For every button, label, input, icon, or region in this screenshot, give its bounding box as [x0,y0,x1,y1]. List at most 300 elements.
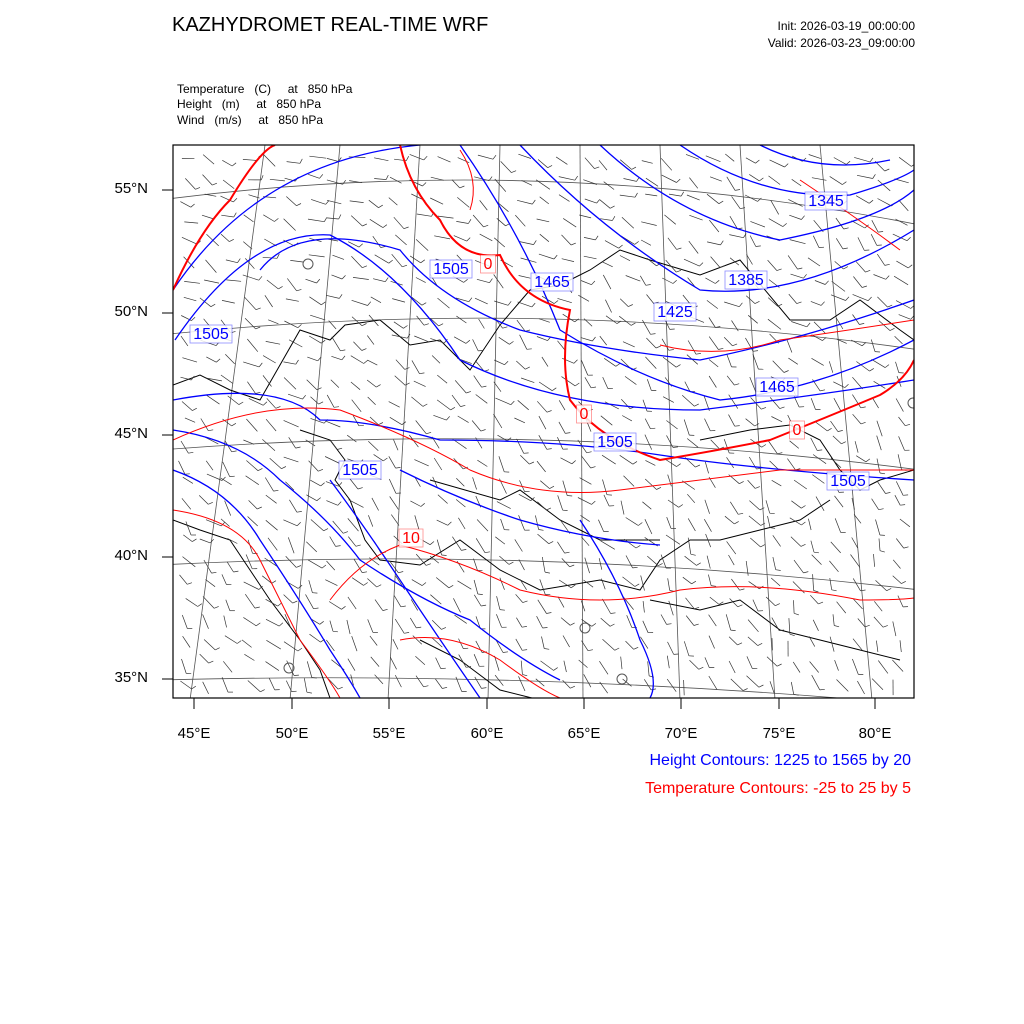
wind-barb [456,221,468,223]
wind-barb [791,322,807,327]
wind-barb [500,578,505,590]
wind-barb-flag [509,562,514,564]
wind-barb [562,358,574,363]
wind-barb-flag [238,259,241,263]
wind-barb [812,475,824,484]
wind-barb-flag [699,667,704,669]
wind-barb [349,500,364,508]
wind-barb [558,298,572,302]
wind-barb-flag [611,613,616,614]
wind-barb-flag [821,302,824,306]
wind-barb-flag [885,264,890,265]
wind-barb [517,200,532,204]
wind-barb-flag [720,266,725,268]
wind-barb [221,375,233,384]
wind-barb-flag [229,239,234,241]
wind-barb-flag [421,260,425,263]
wind-barb [857,681,864,694]
wind-barb-flag [676,365,680,368]
wind-barb-flag [297,522,301,526]
height-contour-label: 1465 [534,274,570,291]
wind-barb-flag [719,201,723,204]
wind-barb [309,461,319,471]
wind-barb-flag [861,407,866,408]
wind-barb [416,278,426,283]
wind-barb [310,315,325,320]
wind-barb-flag [696,563,700,566]
wind-barb [458,581,472,589]
wind-barb-flag [694,607,699,609]
lon-label-80: 80°E [858,725,892,742]
wind-barb [263,356,276,363]
wind-barb [831,421,838,432]
wind-barb [368,515,372,526]
wind-barb [711,440,720,449]
wind-barb [684,641,689,656]
wind-barb [347,435,356,442]
wind-barb-flag [298,648,302,651]
wind-barb [834,158,847,165]
wind-barb [561,458,572,464]
wind-barb [266,640,280,649]
wind-barb-flag [883,625,888,627]
wind-barb [182,358,197,362]
height-contour-label: 1505 [597,434,633,451]
wind-barb [899,315,911,320]
wind-barb-flag [255,607,260,608]
wind-barb-flag [801,522,805,525]
wind-barb [454,236,467,242]
wind-barb [519,276,531,279]
wind-barb-flag [870,368,874,371]
wind-barb [410,256,421,263]
wind-barb-flag [312,678,317,679]
wind-barb [749,516,761,526]
wind-barb [351,216,362,226]
wind-barb-flag [633,567,638,568]
wind-barb [750,236,756,247]
wind-barb [601,541,615,550]
wind-barb [223,462,230,477]
wind-barb [185,418,195,422]
wind-barb [771,417,782,422]
wind-barb [538,160,548,168]
wind-barb [642,320,650,334]
wind-barb [729,555,735,565]
wind-barb [472,421,481,432]
wind-barb [438,495,448,504]
wind-barb [749,581,760,588]
wind-barb-flag [416,627,421,628]
wind-barb [182,659,187,673]
wind-barb [203,682,209,694]
wind-barb [288,394,302,399]
wind-barb [539,254,554,259]
wind-barb [835,518,841,532]
wind-barb-flag [695,465,700,467]
wind-barb [872,359,886,367]
lon-label-60: 60°E [470,725,504,742]
wind-barb-flag [838,430,843,431]
wind-barb-flag [814,591,819,593]
wind-barb [769,219,783,227]
wind-barb [876,641,878,652]
wind-barb-flag [784,371,789,373]
wind-barb-flag [547,411,552,413]
wind-barb [770,397,780,408]
wind-barb [895,336,903,344]
wind-barb-flag [448,522,452,525]
wind-barb [893,621,896,636]
wind-barb-flag [272,581,276,584]
wind-barb [879,539,880,551]
wind-barb [537,337,548,341]
wind-barb [581,281,592,285]
wind-barb [731,679,743,691]
wind-barb [643,400,647,411]
wind-barb [221,234,229,242]
wind-barb-flag [801,544,806,546]
temperature-contour-label: 10 [402,530,420,547]
wind-barb [707,194,719,204]
wind-barb-flag [398,572,403,573]
wind-barb [898,596,903,607]
wind-barb-flag [694,624,699,625]
wind-barb [811,438,818,451]
wind-barb-flag [187,583,192,585]
wind-barb-flag [651,334,656,335]
wind-barb-flag [861,590,866,591]
wind-barb-flag [692,581,696,584]
wind-barb [709,337,718,350]
wind-barb-flag [628,305,633,307]
wind-barb-flag [317,498,321,501]
wind-barb [542,357,548,367]
wind-barb [207,395,220,404]
wind-barb [432,638,443,648]
wind-barb [605,241,619,249]
wind-barb [244,654,254,660]
wind-barb [434,236,450,239]
wind-barb [747,676,759,687]
wind-barb [327,218,339,219]
wind-barb-flag [237,641,241,644]
wind-barb [730,502,738,515]
wind-barb-flag [192,686,196,689]
wind-barb [727,541,736,554]
wind-barb [411,397,423,407]
wind-barb [748,480,756,488]
wind-barb [537,401,547,412]
wind-barb [690,660,699,669]
wind-barb-flag [211,304,215,307]
wind-barb [626,276,641,282]
wind-barb [578,295,589,301]
wind-barb [434,458,442,470]
wind-barb [414,460,428,466]
wind-barb-flag [681,192,684,196]
wind-barb-flag [527,349,532,350]
wind-barb [893,560,900,569]
wind-barb [390,497,399,510]
wind-barb-flag [549,541,553,543]
wind-barb [459,655,466,668]
wind-barb [685,556,697,565]
wind-barb [432,356,440,364]
wind-barb [521,661,522,675]
wind-barb-flag [261,175,263,180]
wind-barb [206,260,217,273]
wind-barb-flag [592,337,595,341]
wind-barb [286,197,296,206]
wind-barb [624,539,636,548]
wind-barb-flag [859,323,864,324]
wind-barb-flag [756,246,761,247]
wind-barb [266,341,280,344]
wind-barb-flag [364,360,368,363]
wind-barb [456,478,464,486]
wind-barb-flag [461,405,466,406]
wind-barb [855,441,858,452]
wind-barb [876,580,887,590]
wind-barb [184,297,197,301]
wind-barb [709,318,716,328]
wind-barb [876,520,880,536]
wind-barb-flag [321,483,325,486]
wind-barb [368,619,373,632]
wind-barb [669,601,674,615]
wind-barb [395,619,404,633]
wind-barb [454,337,466,344]
wind-barb [348,518,359,531]
wind-barb [835,496,844,507]
wind-barb-flag [862,343,866,346]
wind-barb [437,400,451,410]
wind-barb [857,175,873,178]
wind-barb [223,661,232,672]
wind-barb-flag [298,324,302,327]
wind-barb [414,381,426,387]
wind-barb [705,500,710,514]
wind-barb [706,156,721,162]
wind-barb-flag [534,240,537,244]
wind-barb [375,600,383,611]
wind-barb [328,679,338,690]
wind-barb [707,556,710,569]
wind-barb-flag [522,650,527,651]
wind-barb [645,194,657,196]
wind-barb [747,656,752,668]
wind-barb [223,180,234,189]
wind-barb-flag [216,359,220,362]
wind-barb-flag [735,190,740,191]
wind-barb-flag [481,605,486,606]
wind-barb [183,636,191,647]
wind-barb-flag [446,416,449,420]
wind-barb [244,215,254,222]
wind-barb [475,677,482,689]
wind-barb [480,200,488,210]
wind-barb [813,236,819,248]
wind-barb-flag [321,302,325,305]
wind-barb [707,300,718,308]
wind-barb [667,656,669,669]
wind-barb [686,154,699,159]
wind-barb [731,579,739,590]
wind-barb [600,200,610,209]
wind-barb [306,542,317,552]
wind-barb-flag [188,452,193,453]
height-contour-label: 1345 [808,193,844,210]
wind-barb-flag [403,326,407,329]
wind-barb-flag [424,324,429,326]
wind-barb [858,237,864,250]
wind-barb [225,354,234,364]
country-borders [173,250,914,700]
wind-barb [580,478,592,485]
wind-barb [392,254,403,267]
wind-barb-flag [296,566,301,568]
wind-barb [182,237,197,244]
wind-barb [893,576,902,584]
wind-barb [430,198,443,204]
wind-barb-flag [632,167,636,169]
wind-barb-flag [761,407,766,409]
wind-barb-flag [595,236,598,240]
wind-barb-flag [777,453,782,454]
wind-barb [732,321,739,332]
wind-barb [900,640,901,652]
wind-barb-flag [677,464,681,467]
wind-barb [284,457,299,462]
temperature-contour-label: 0 [792,422,802,439]
wind-barb [372,498,379,511]
wind-barb-flag [234,571,239,572]
wind-barb [311,418,325,423]
wind-barb [395,376,406,385]
wind-barb [476,538,485,552]
wind-barb-flag [359,425,364,426]
wind-barb [201,419,209,431]
wind-barb [243,440,254,444]
wind-barb [662,339,669,351]
wind-barb [390,657,396,669]
wind-barb-flag [296,447,301,448]
wind-barb [479,319,485,329]
wind-barb [226,260,238,263]
wind-barb [455,380,466,393]
wind-barb [200,539,211,543]
wind-barb [289,500,297,512]
wind-barb [684,259,699,266]
wind-barb [494,238,505,247]
wind-barb [645,419,650,429]
wind-barb [410,154,424,160]
wind-barb [474,376,482,388]
wind-barb [374,179,386,180]
wind-barb [620,455,633,464]
wind-barb [499,337,510,344]
wind-barb [686,616,694,626]
wind-barb [558,495,563,510]
wind-barb [389,198,398,206]
wind-barb-flag [552,388,556,391]
wind-barb [222,160,232,166]
wind-barb [647,379,651,390]
wind-barb-flag [592,501,596,504]
wind-barb [872,499,879,510]
wind-barb [537,461,546,472]
wind-barb [243,362,259,367]
wind-barb [394,322,404,329]
wind-barb [519,515,525,530]
wind-barb-flag [297,289,302,290]
wind-barb-flag [256,623,260,626]
wind-barb-flag [575,176,578,180]
wind-barb-flag [314,608,319,609]
wind-barb-flag [901,581,905,583]
wind-barb-flag [631,323,635,326]
wind-barb [367,579,376,588]
wind-barb [368,397,376,405]
wind-barb [646,178,658,186]
wind-barb [792,179,802,186]
wind-barb [856,262,865,272]
wind-barb [666,535,680,544]
wind-barb [437,520,448,525]
wind-barb [184,222,198,223]
wind-barb [286,681,291,692]
wind-barb-flag [870,158,873,162]
wind-barb [709,615,717,626]
wind-barb-flag [615,648,620,650]
wind-barb [642,161,653,164]
wind-barb [263,154,275,166]
wind-barb [436,658,441,669]
wind-barb [562,377,576,386]
wind-barb [705,419,711,431]
wind-barb-flag [297,204,302,206]
wind-barb [604,358,616,366]
wind-barb [667,517,671,528]
wind-barb-flag [592,281,595,285]
wind-barb [896,261,908,268]
wind-barb [878,661,888,674]
wind-barb [180,681,191,689]
wind-barb [438,157,451,163]
wind-barb-flag [532,303,535,307]
wind-barb [498,435,508,441]
wind-barb-flag [635,193,637,197]
wind-barb [812,555,822,565]
wind-barb-flag [293,601,298,603]
wind-barb [665,459,677,467]
wind-barb [390,177,402,183]
wind-barb [624,476,635,487]
wind-barb-flag [485,552,490,553]
field-temperature: Temperature (C) at 850 hPa [177,82,353,96]
wind-barb-flag [215,648,220,650]
wind-barb-flag [482,688,487,689]
wind-barb [367,360,377,365]
field-height: Height (m) at 850 hPa [177,97,322,111]
wind-barb [412,360,420,373]
wind-barb [815,281,825,285]
wind-barb [584,256,597,259]
wind-barb [284,595,293,604]
wind-barb-flag [734,521,738,524]
wind-barb [603,480,607,495]
